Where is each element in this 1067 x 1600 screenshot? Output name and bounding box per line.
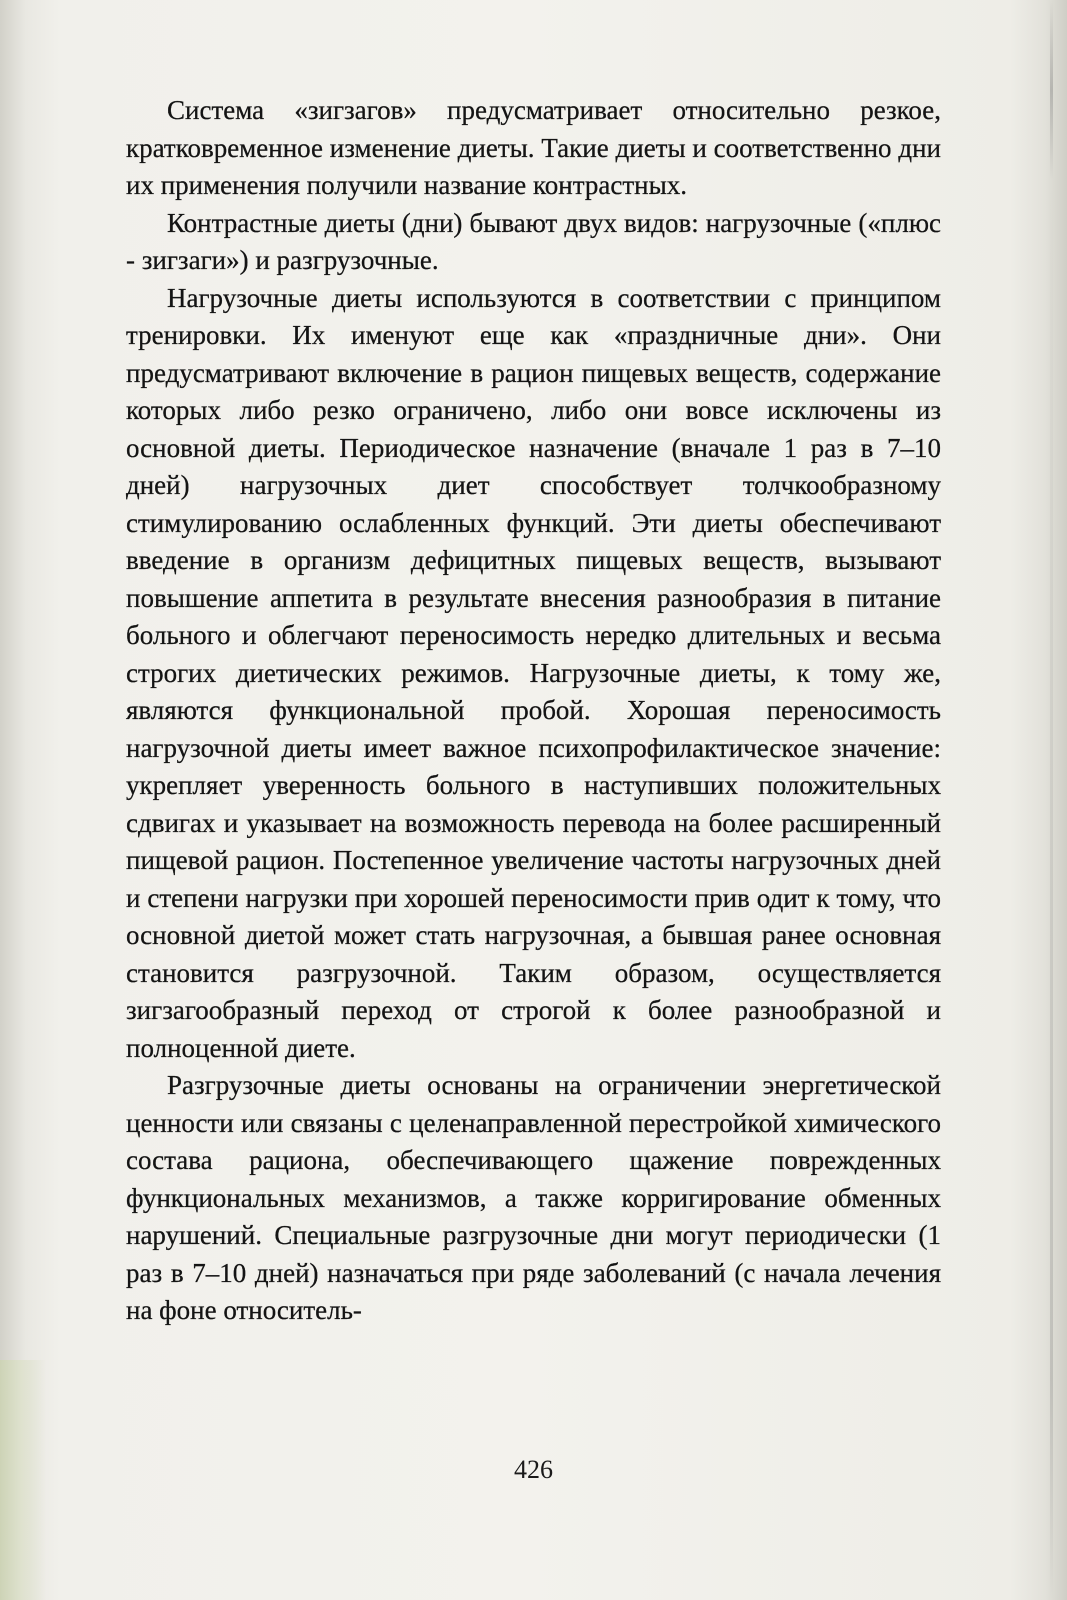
paragraph-loading-diets: Нагрузочные диеты используются в соответствии с принципом тренировки. Их именуют еще как «праздничные дни». Они предусматривают включение в рацион пищевых веществ, содержание которых либо резко ограничено, либо они вовсе исключены из основной диеты. Периодическое назначение (вначале 1 раз в 7–10 дней) нагрузочных диет способствует толчкообразному стимулированию ослабленных функций. Эти диеты обеспечивают введение в организм дефицитных пищевых веществ, вызывают повышение аппетита в результате внесения разнообразия в питание больного и облегчают переносимость нередко длительных и весьма строгих диетических режимов. Нагрузочные диеты, к тому же, являются функциональной пробой. Хорошая переносимость нагрузочной диеты имеет важное психопрофилактическое значение: укрепляет уверенность больного в наступивших положительных сдвигах и указывает на возможность перевода на более расширенный пищевой рацион. Постепенное увеличение частоты нагрузочных дней и степени нагрузки при хорошей переносимости прив одит к тому, что основной диетой может стать нагрузочная, а бывшая ранее основная становится разгрузочной. Таким образом, осуществляется зигзагообразный переход от строгой к более разнообразной и полноценной диете. — [126, 282, 941, 1063]
page-right-edge-shadow — [1050, 0, 1053, 1600]
page-number: 426 — [514, 1455, 553, 1484]
body-text — [126, 92, 941, 1330]
paragraph-zigzag-system: Система «зигзагов» предусматривает относительно резкое, кратковременное изменение диеты. Такие диеты и соответственно дни их применения получили название контрастных. — [126, 95, 941, 200]
paragraph-unloading-diets: Разгрузочные диеты основаны на ограничении энергетической ценности или связаны с целенаправленной перестройкой химического состава рациона, обеспечивающего щажение поврежденных функциональных механизмов, а также корригирование обменных нарушений. Специальные разгрузочные дни могут периодически (1 раз в 7–10 дней) назначаться при ряде заболеваний (с начала лечения на фоне относитель- — [126, 1070, 941, 1325]
paragraph-contrast-diets: Контрастные диеты (дни) бывают двух видов: нагрузочные («плюс - зигзаги») и разгрузочные. — [126, 207, 941, 275]
